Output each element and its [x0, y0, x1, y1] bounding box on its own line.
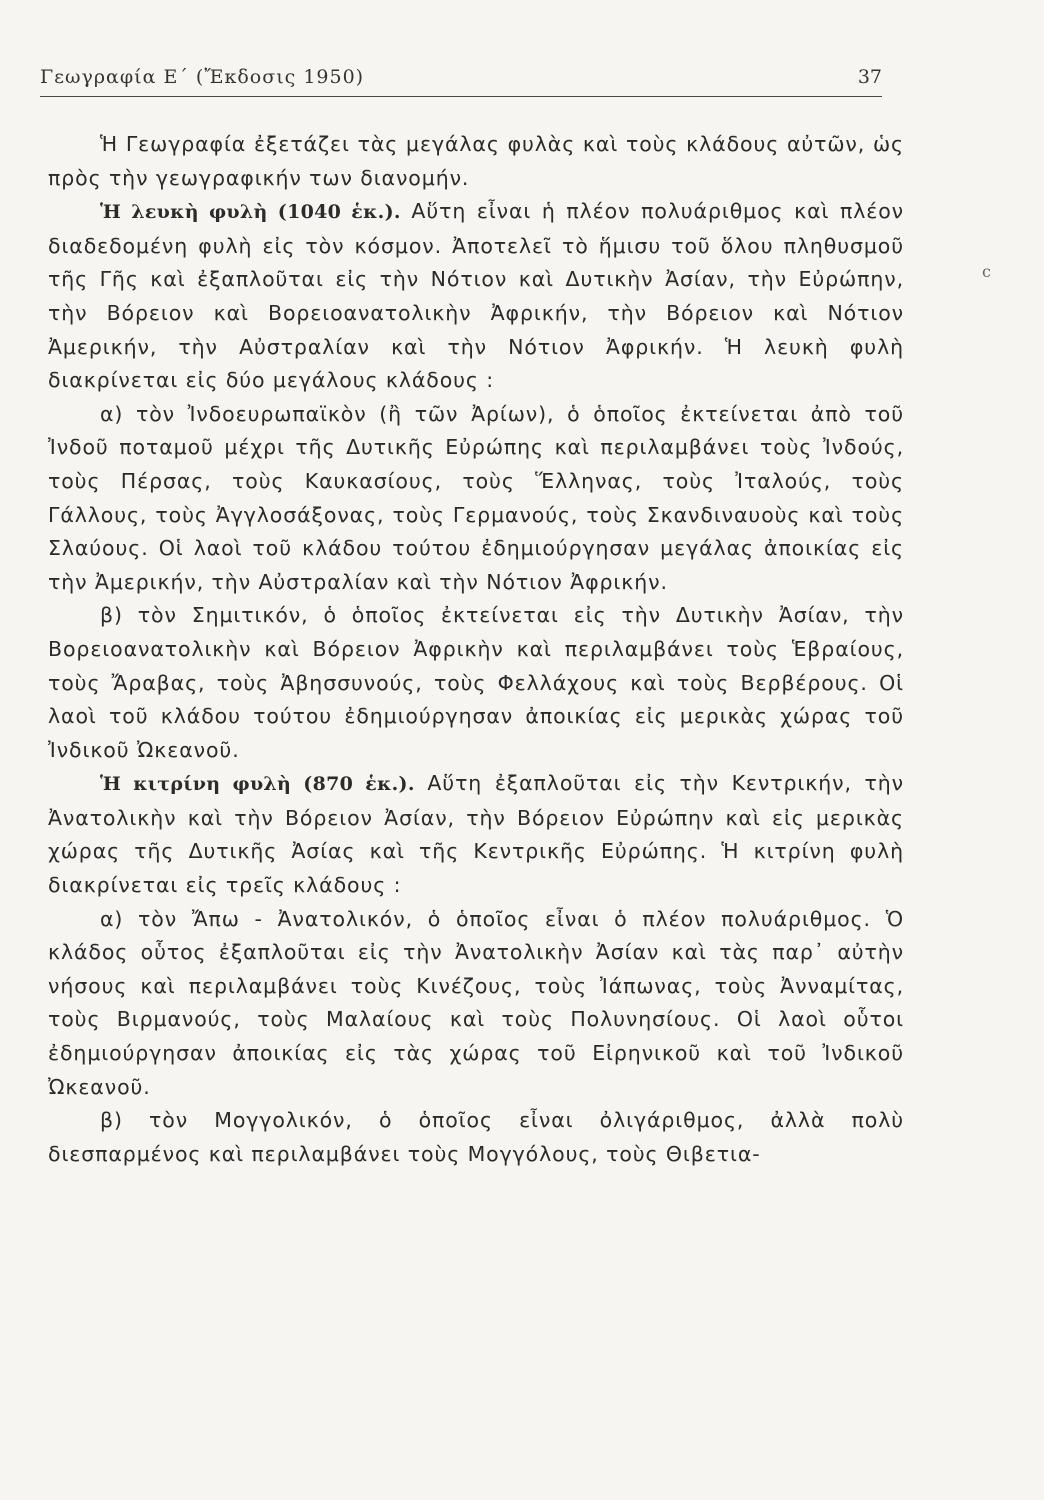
- paragraph-far-eastern: α) τὸν Ἄπω - Ἀνατολικόν, ὁ ὁποῖος εἶναι ὁ πλέον πολυάριθμος. Ὁ κλάδος οὗτος ἐξαπλοῦται εἰς τὴν Ἀνατολικὴν Ἀσίαν καὶ τὰς παρ᾽ αὐτὴν νήσους καὶ περιλαμβάνει τοὺς Κινέζους, τοὺς Ἰάπωνας, τοὺς Ἀνναμίτας, τοὺς Βιρμανούς, τοὺς Μαλαίους καὶ τοὺς Πολυνησίους. Οἱ λαοὶ οὗτοι ἐδημιούργησαν ἀποικίας εἰς τὰς χώρας τοῦ Εἰρηνικοῦ καὶ τοῦ Ἰνδικοῦ Ὠκεανοῦ.: [48, 906, 904, 1099]
- page-body: [48, 128, 904, 1171]
- section-heading-white-race: Ἡ λευκὴ φυλὴ (1040 ἑκ.).: [100, 201, 401, 224]
- paragraph-white-race: [48, 195, 904, 398]
- section-heading-yellow-race: Ἡ κιτρίνη φυλὴ (870 ἑκ.).: [100, 773, 415, 796]
- page-header: [40, 66, 882, 97]
- margin-mark: c: [982, 262, 991, 281]
- paragraph-intro: Ἡ Γεωγραφία ἐξετάζει τὰς μεγάλας φυλὰς καὶ τοὺς κλάδους αὐτῶν, ὡς πρὸς τὴν γεωγραφικήν των διανομήν.: [48, 132, 904, 190]
- paragraph-mongolic: β) τὸν Μογγολικόν, ὁ ὁποῖος εἶναι ὀλιγάριθμος, ἀλλὰ πολὺ διεσπαρμένος καὶ περιλαμβάνει τοὺς Μογγόλους, τοὺς Θιβετια-: [48, 1108, 904, 1166]
- paragraph-white-race-text: Αὕτη εἶναι ἡ πλέον πολυάριθμος καὶ πλέον διαδεδομένη φυλὴ εἰς τὸν κόσμον. Ἀποτελεῖ τὸ ἥμισυ τοῦ ὅλου πληθυσμοῦ τῆς Γῆς καὶ ἐξαπλοῦται εἰς τὴν Νότιον καὶ Δυτικὴν Ἀσίαν, τὴν Εὐρώπην, τὴν Βόρειον καὶ Βορειοανατολικὴν Ἀφρικήν, τὴν Βόρειον καὶ Νότιον Ἀμερικήν, τὴν Αὐστραλίαν καὶ τὴν Νότιον Ἀφρικήν. Ἡ λευκὴ φυλὴ διακρίνεται εἰς δύο μεγάλους κλάδους :: [48, 199, 904, 393]
- paragraph-yellow-race-text: Αὕτη ἐξαπλοῦται εἰς τὴν Κεντρικήν, τὴν Ἀνατολικὴν καὶ τὴν Βόρειον Ἀσίαν, τὴν Βόρειον Εὐρώπην καὶ εἰς μερικὰς χώρας τῆς Δυτικῆς Ἀσίας καὶ τῆς Κεντρικῆς Εὐρώπης. Ἡ κιτρίνη φυλὴ διακρίνεται εἰς τρεῖς κλάδους :: [48, 771, 904, 898]
- page-number: 37: [857, 66, 882, 88]
- paragraph-semitic: β) τὸν Σημιτικόν, ὁ ὁποῖος ἐκτείνεται εἰς τὴν Δυτικὴν Ἀσίαν, τὴν Βορειοανατολικὴν καὶ Βόρειον Ἀφρικὴν καὶ περιλαμβάνει τοὺς Ἑβραίους, τοὺς Ἄραβας, τοὺς Ἀβησσυνούς, τοὺς Φελλάχους καὶ τοὺς Βερβέρους. Οἱ λαοὶ τοῦ κλάδου τούτου ἐδημιούργησαν ἀποικίας εἰς μερικὰς χώρας τοῦ Ἰνδικοῦ Ὠκεανοῦ.: [48, 603, 904, 762]
- paragraph-indo-european: α) τὸν Ἰνδοευρωπαϊκὸν (ἢ τῶν Ἀρίων), ὁ ὁποῖος ἐκτείνεται ἀπὸ τοῦ Ἰνδοῦ ποταμοῦ μέχρι τῆς Δυτικῆς Εὐρώπης καὶ περιλαμβάνει τοὺς Ἰνδούς, τοὺς Πέρσας, τοὺς Καυκασίους, τοὺς Ἕλληνας, τοὺς Ἰταλούς, τοὺς Γάλλους, τοὺς Ἀγγλοσάξονας, τοὺς Γερμανούς, τοὺς Σκανδιναυοὺς καὶ τοὺς Σλαύους. Οἱ λαοὶ τοῦ κλάδου τούτου ἐδημιούργησαν μεγάλας ἀποικίας εἰς τὴν Ἀμερικήν, τὴν Αὐστραλίαν καὶ τὴν Νότιον Ἀφρικήν.: [48, 401, 904, 594]
- running-head: Γεωγραφία Ε΄ (Ἔκδοσις 1950): [40, 66, 365, 88]
- paragraph-yellow-race: [48, 767, 904, 902]
